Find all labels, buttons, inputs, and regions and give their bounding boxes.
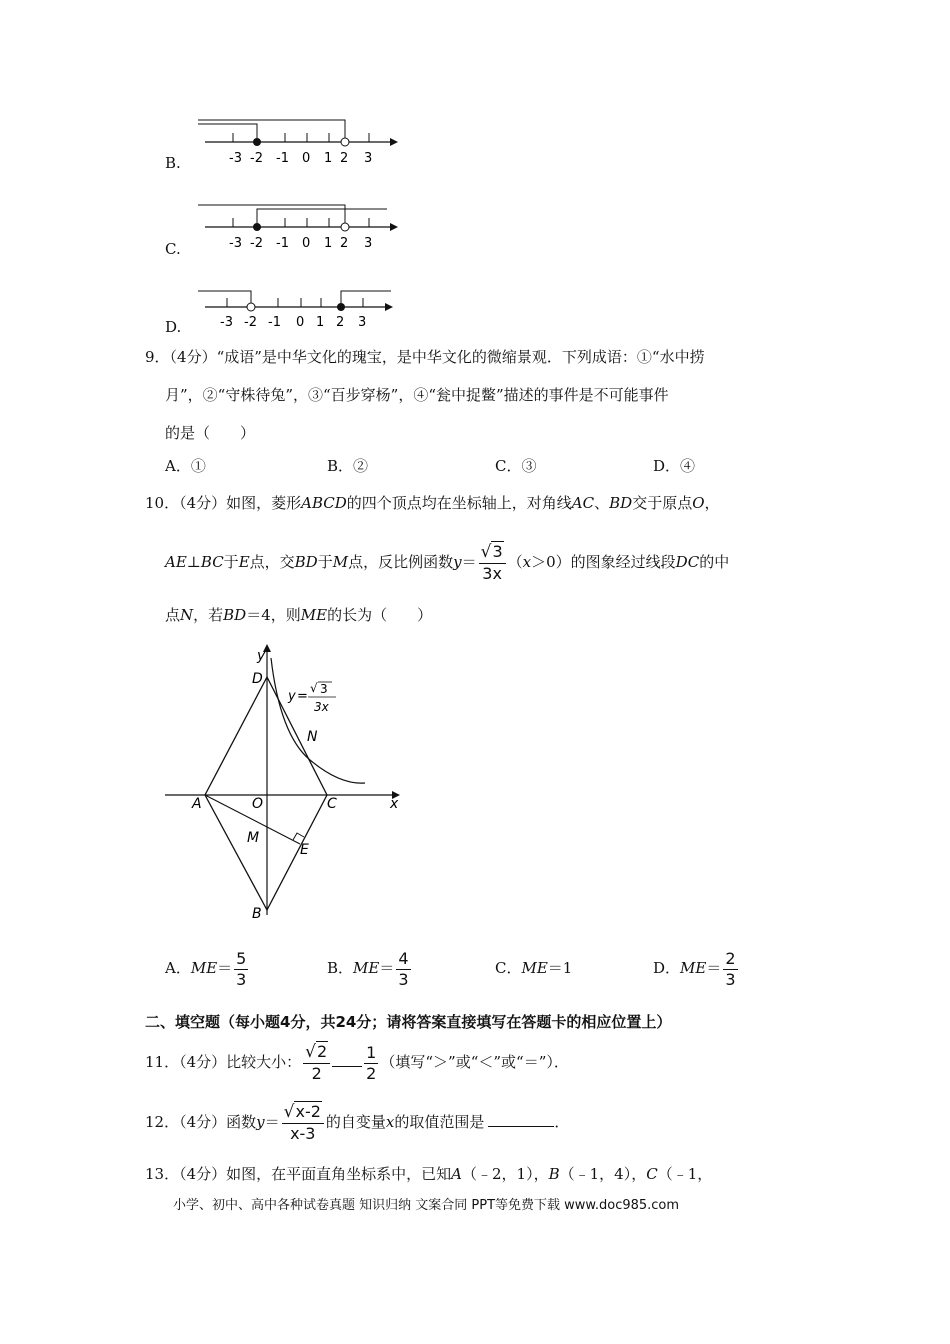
fraction: $\frac{√3}{3x}$ bbox=[479, 543, 506, 582]
point-label-c: C bbox=[327, 796, 337, 812]
tick-label: 1 bbox=[324, 151, 333, 166]
svg-text:√: √ bbox=[310, 681, 318, 695]
curve-label-y: y bbox=[288, 689, 296, 704]
tick-label: -1 bbox=[276, 236, 289, 251]
tick-label: 0 bbox=[296, 315, 305, 330]
tick-label: 2 bbox=[336, 315, 345, 330]
point-label-o: O bbox=[252, 796, 264, 812]
answer-blank[interactable] bbox=[488, 1126, 554, 1127]
tick-label: 0 bbox=[302, 151, 311, 166]
curve-label-den: 3x bbox=[314, 700, 329, 714]
number-line-c bbox=[195, 200, 400, 255]
section-heading: 二、填空题（每小题4分，共24分；请将答案直接填写在答题卡的相应位置上） bbox=[145, 1013, 672, 1031]
svg-text:=: = bbox=[297, 689, 308, 704]
tick-label: 2 bbox=[340, 151, 349, 166]
q10-line-2: AE⊥BC于E点，交BD于M点，反比例函数y＝ $\frac{√3}{3x}$ （x＞0）的图象经过线段DC的中 bbox=[165, 542, 730, 584]
tick-label: 1 bbox=[324, 236, 333, 251]
axis-label-x: x bbox=[390, 796, 399, 812]
q9-line-2: 月”，②“守株待兔”，③“百步穿杨”，④“瓮中捉鳖”描述的事件是不可能事件 bbox=[165, 386, 669, 404]
tick-label: -3 bbox=[229, 151, 242, 166]
tick-label: 2 bbox=[340, 236, 349, 251]
curve-label-num: 3 bbox=[320, 682, 328, 696]
point-label-m: M bbox=[247, 830, 260, 846]
number-line-d bbox=[195, 282, 400, 337]
option-d-label: D. bbox=[165, 318, 182, 336]
point-label-b: B bbox=[252, 906, 262, 922]
tick-label: 3 bbox=[364, 236, 373, 251]
number-line-b bbox=[195, 115, 400, 170]
q10-option-a: A．ME＝ $\frac{5}{3}$ bbox=[165, 949, 247, 989]
tick-label: -3 bbox=[229, 236, 242, 251]
tick-label: -2 bbox=[244, 315, 257, 330]
tick-label: 0 bbox=[302, 236, 311, 251]
q9-option-c: C．③ bbox=[495, 457, 537, 475]
q9-line-3: 的是（ ） bbox=[165, 424, 256, 442]
point-label-a: A bbox=[192, 796, 202, 812]
q12: 12．（4分）函数y＝ $\frac{√x-2}{x-3}$ 的自变量x的取值范围是 ． bbox=[145, 1102, 570, 1144]
q9-option-b: B．② bbox=[327, 457, 369, 475]
q10-option-c: C．ME＝1 bbox=[495, 959, 573, 977]
page-footer: 小学、初中、高中各种试卷真题 知识归纳 文案合同 PPT等免费下载 www.doc985.com bbox=[173, 1198, 680, 1213]
point-label-n: N bbox=[307, 729, 318, 745]
q10-option-b: B．ME＝ $\frac{4}{3}$ bbox=[327, 949, 409, 989]
tick-label: -1 bbox=[268, 315, 281, 330]
q9-line-1: 9．（4分）“成语”是中华文化的瑰宝，是中华文化的微缩景观．下列成语：①“水中捞 bbox=[145, 348, 705, 366]
q13-line-1: 13．（4分）如图，在平面直角坐标系中，已知A（﹣2，1），B（﹣1，4），C（﹣1， bbox=[145, 1165, 713, 1183]
tick-label: -2 bbox=[250, 151, 263, 166]
q10-line-3: 点N，若BD＝4，则ME的长为（ ） bbox=[165, 606, 433, 624]
tick-label: -3 bbox=[220, 315, 233, 330]
tick-label: -2 bbox=[250, 236, 263, 251]
answer-blank[interactable] bbox=[332, 1066, 362, 1067]
q9-option-a: A．① bbox=[165, 457, 206, 475]
q11: 11．（4分）比较大小： $\frac{√2}{2}$ $\frac{1}{2}$ （填写“＞”或“＜”或“＝”）． bbox=[145, 1042, 569, 1084]
q9-option-d: D．④ bbox=[653, 457, 696, 475]
point-label-e: E bbox=[300, 842, 309, 858]
rhombus-figure bbox=[160, 640, 410, 925]
q10-option-d: D．ME＝ $\frac{2}{3}$ bbox=[653, 949, 736, 989]
tick-label: 3 bbox=[358, 315, 367, 330]
tick-label: -1 bbox=[276, 151, 289, 166]
axis-label-y: y bbox=[257, 648, 266, 664]
q10-line-1: 10．（4分）如图，菱形ABCD的四个顶点均在坐标轴上，对角线AC、BD交于原点O， bbox=[145, 494, 720, 512]
tick-label: 3 bbox=[364, 151, 373, 166]
tick-label: 1 bbox=[316, 315, 325, 330]
point-label-d: D bbox=[252, 671, 263, 687]
option-c-label: C. bbox=[165, 240, 181, 258]
option-b-label: B. bbox=[165, 154, 181, 172]
